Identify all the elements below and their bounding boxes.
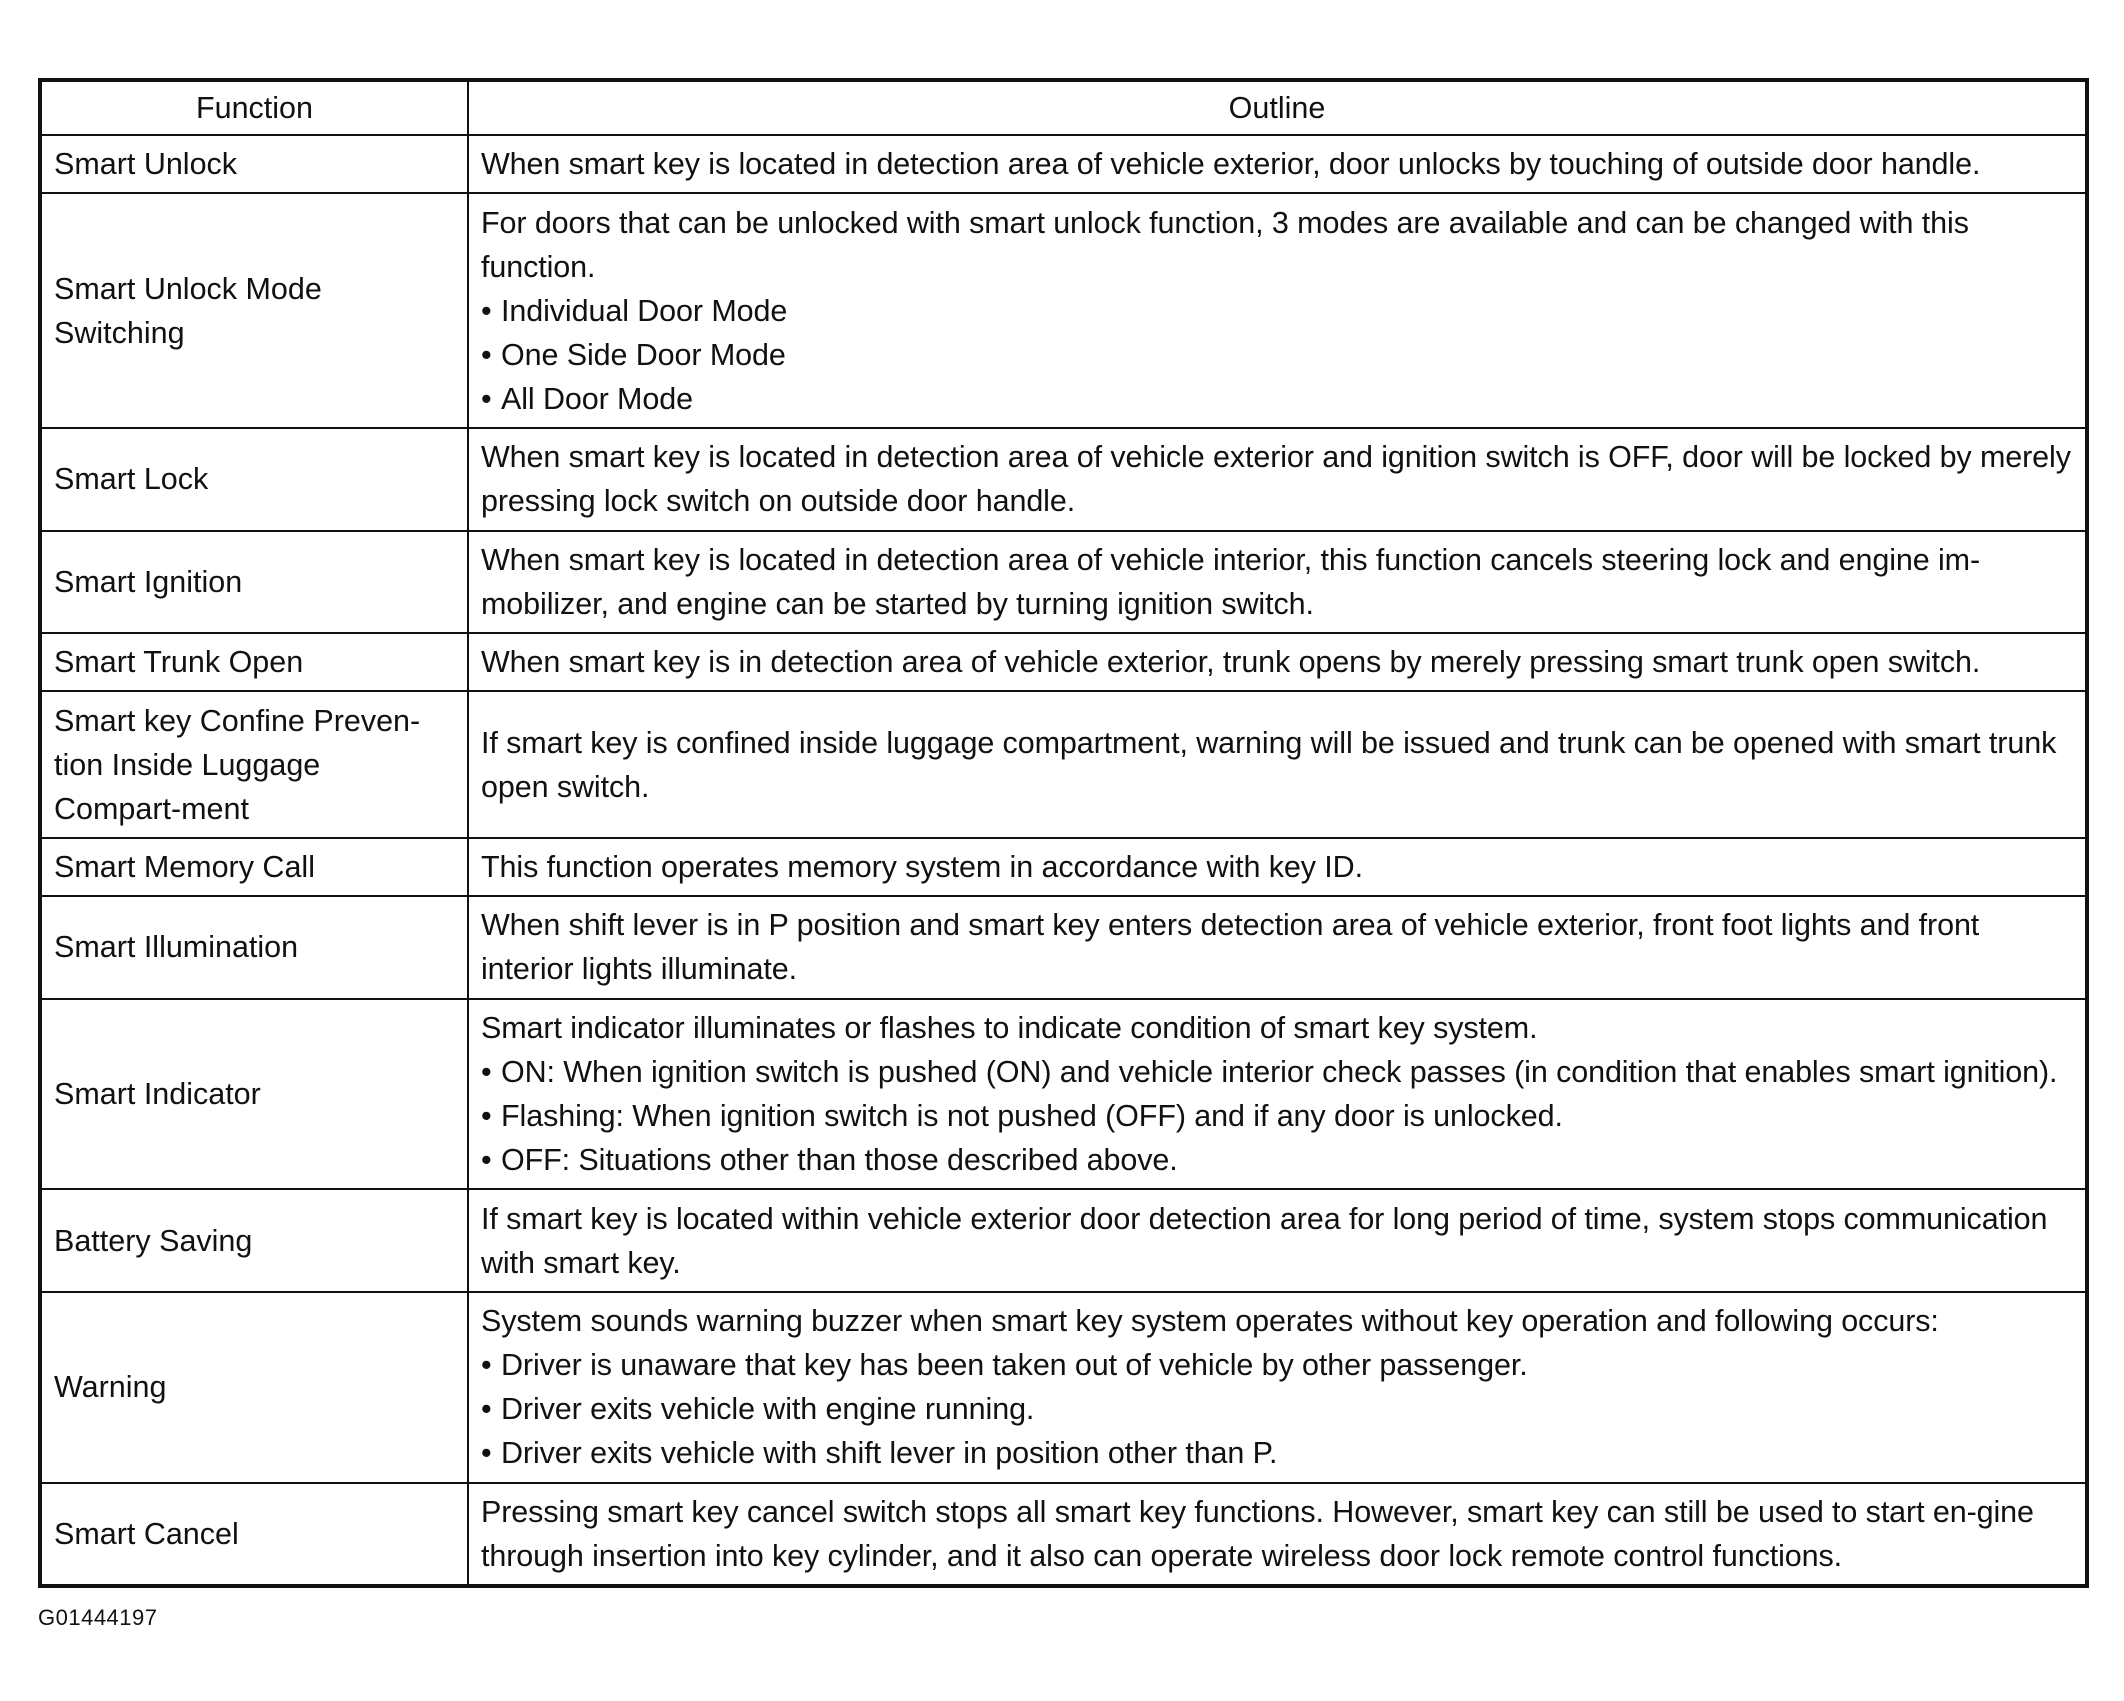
bullet-dot-icon: •: [481, 1436, 492, 1471]
outline-cell: [468, 1483, 2087, 1586]
outline-cell: [468, 999, 2087, 1190]
table-row: [40, 691, 2087, 838]
function-cell: Warning: [40, 1292, 468, 1483]
outline-text: Smart indicator illuminates or flashes to indicate condition of smart key system.: [481, 1010, 1538, 1045]
outline-text: If smart key is confined inside luggage compartment, warning will be issued and trunk can be opened with smart trunk open switch.: [481, 725, 2057, 804]
outline-bullet-list: [481, 1050, 2073, 1182]
function-cell: Smart Memory Call: [40, 838, 468, 896]
outline-bullet-item: [481, 1138, 2073, 1182]
function-cell: Smart Lock: [40, 428, 468, 530]
bullet-dot-icon: •: [481, 1348, 492, 1383]
outline-cell: [468, 135, 2087, 193]
function-cell: Battery Saving: [40, 1189, 468, 1291]
outline-text: When shift lever is in P position and smart key enters detection area of vehicle exterior, front foot lights and front interior lights illuminate.: [481, 908, 1980, 987]
outline-cell: [468, 838, 2087, 896]
outline-bullet-item: [481, 333, 2073, 377]
function-cell: Smart Cancel: [40, 1483, 468, 1586]
outline-bullet-item: [481, 1343, 2073, 1387]
table-row: [40, 1292, 2087, 1483]
function-cell: Smart Indicator: [40, 999, 468, 1190]
table-row: [40, 896, 2087, 998]
column-header-outline: Outline: [468, 80, 2087, 135]
bullet-text: All Door Mode: [501, 381, 693, 416]
bullet-text: Driver exits vehicle with shift lever in position other than P.: [501, 1436, 1278, 1471]
bullet-text: Driver exits vehicle with engine running.: [501, 1392, 1035, 1427]
outline-bullet-list: [481, 289, 2073, 421]
outline-bullet-item: [481, 377, 2073, 421]
function-cell: Smart Ignition: [40, 531, 468, 633]
bullet-dot-icon: •: [481, 1142, 492, 1177]
outline-cell: [468, 428, 2087, 530]
outline-text: When smart key is in detection area of vehicle exterior, trunk opens by merely pressing smart trunk open switch.: [481, 645, 1981, 680]
function-cell: Smart Unlock: [40, 135, 468, 193]
outline-text: When smart key is located in detection area of vehicle exterior, door unlocks by touching of outside door handle.: [481, 147, 1981, 182]
bullet-dot-icon: •: [481, 337, 492, 372]
bullet-text: OFF: Situations other than those described above.: [501, 1142, 1178, 1177]
function-cell: Smart Trunk Open: [40, 633, 468, 691]
outline-bullet-item: [481, 1431, 2073, 1475]
function-cell: Smart Illumination: [40, 896, 468, 998]
outline-cell: [468, 1189, 2087, 1291]
bullet-text: One Side Door Mode: [501, 337, 786, 372]
bullet-text: ON: When ignition switch is pushed (ON) and vehicle interior check passes (in condition that enables smart ignition).: [501, 1054, 2058, 1089]
outline-bullet-item: [481, 289, 2073, 333]
function-cell: Smart key Confine Preven-tion Inside Luggage Compart-ment: [40, 691, 468, 838]
outline-text: For doors that can be unlocked with smart unlock function, 3 modes are available and can be changed with this function.: [481, 205, 1969, 284]
smart-key-function-table: [38, 78, 2089, 1588]
outline-cell: [468, 193, 2087, 428]
outline-cell: [468, 691, 2087, 838]
outline-text: This function operates memory system in accordance with key ID.: [481, 849, 1363, 884]
outline-text: When smart key is located in detection area of vehicle exterior and ignition switch is OFF, door will be locked by merely pressing lock switch on outside door handle.: [481, 440, 2071, 519]
bullet-dot-icon: •: [481, 1098, 492, 1133]
outline-text: When smart key is located in detection area of vehicle interior, this function cancels steering lock and engine im-mobilizer, and engine can be started by turning ignition switch.: [481, 542, 1981, 621]
bullet-dot-icon: •: [481, 1392, 492, 1427]
table-row: [40, 193, 2087, 428]
outline-text: If smart key is located within vehicle exterior door detection area for long period of time, system stops communication with smart key.: [481, 1201, 2048, 1280]
column-header-function: Function: [40, 80, 468, 135]
bullet-dot-icon: •: [481, 293, 492, 328]
bullet-text: Individual Door Mode: [501, 293, 788, 328]
outline-bullet-item: [481, 1387, 2073, 1431]
table-header-row: [40, 80, 2087, 135]
table-row: [40, 1483, 2087, 1586]
table-row: [40, 633, 2087, 691]
outline-bullet-list: [481, 1343, 2073, 1475]
outline-bullet-item: [481, 1094, 2073, 1138]
outline-cell: [468, 896, 2087, 998]
bullet-text: Driver is unaware that key has been taken out of vehicle by other passenger.: [501, 1348, 1528, 1383]
table-row: [40, 428, 2087, 530]
outline-cell: [468, 1292, 2087, 1483]
outline-cell: [468, 531, 2087, 633]
function-cell: Smart Unlock Mode Switching: [40, 193, 468, 428]
table-row: [40, 1189, 2087, 1291]
outline-text: System sounds warning buzzer when smart key system operates without key operation and following occurs:: [481, 1304, 1939, 1339]
table-row: [40, 838, 2087, 896]
outline-bullet-item: [481, 1050, 2073, 1094]
outline-cell: [468, 633, 2087, 691]
bullet-dot-icon: •: [481, 1054, 492, 1089]
bullet-dot-icon: •: [481, 381, 492, 416]
outline-text: Pressing smart key cancel switch stops all smart key functions. However, smart key can still be used to start en-gine through insertion into key cylinder, and it also can operate wireless door lock remote control functions.: [481, 1494, 2034, 1573]
table-row: [40, 135, 2087, 193]
bullet-text: Flashing: When ignition switch is not pushed (OFF) and if any door is unlocked.: [501, 1098, 1563, 1133]
table-row: [40, 531, 2087, 633]
table-row: [40, 999, 2087, 1190]
figure-id: G01444197: [38, 1605, 158, 1630]
